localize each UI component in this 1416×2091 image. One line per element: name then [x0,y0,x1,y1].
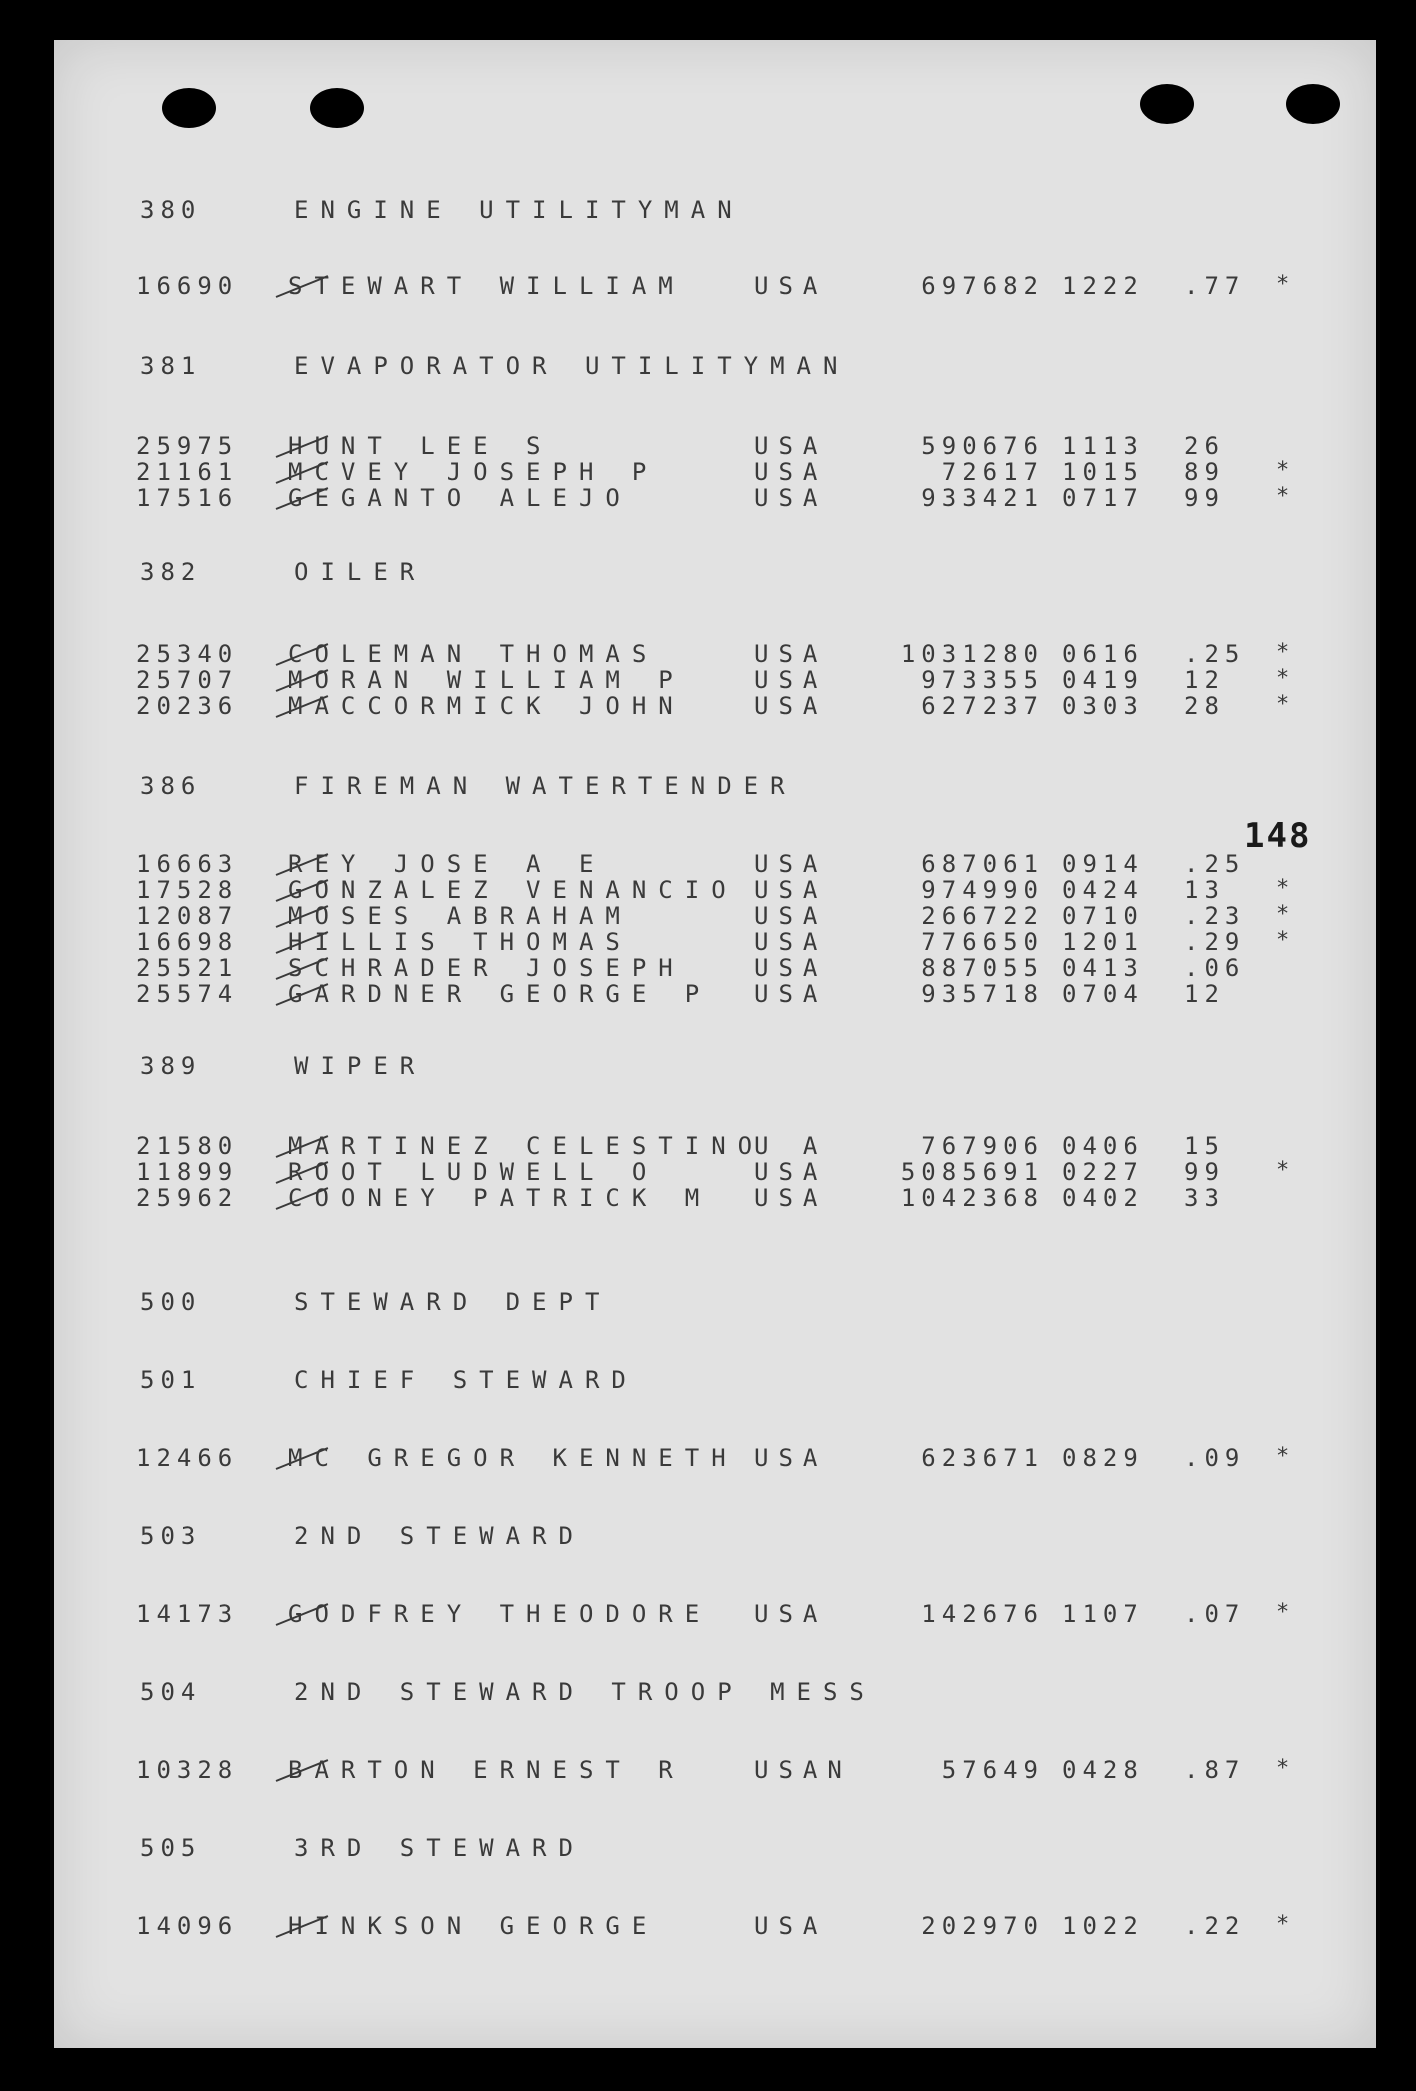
crew-value: .77 [1184,272,1246,300]
crew-value: 12 [1184,980,1225,1008]
crew-id: 10328 [136,1756,239,1784]
crew-id: 17516 [136,484,239,512]
crew-nationality: USA [754,692,828,720]
crew-number: 687061 [921,850,1044,878]
crew-id: 25975 [136,432,239,460]
crew-name: MACCORMICK JOHN [288,692,685,720]
section-title: 2ND STEWARD [294,1522,585,1550]
crew-date: 1113 [1062,432,1144,460]
crew-nationality: USA [754,1600,828,1628]
section-header [54,352,1376,392]
crew-nationality: USA [754,1444,828,1472]
section-title: 3RD STEWARD [294,1834,585,1862]
crew-number: 1042368 [900,1184,1044,1212]
crew-value: .22 [1184,1912,1246,1940]
crew-date: 1107 [1062,1600,1144,1628]
crew-number: 935718 [921,980,1044,1008]
crew-row [54,980,1376,1020]
crew-value: .09 [1184,1444,1246,1472]
asterisk-mark: * [1276,902,1290,927]
section-header [54,196,1376,236]
section-header [54,1522,1376,1562]
crew-name: GODFREY THEODORE [288,1600,712,1628]
section-title: 2ND STEWARD TROOP MESS [294,1678,876,1706]
section-code: 380 [140,196,202,224]
crew-name: SCHRADER JOSEPH [288,954,685,982]
crew-number: 5085691 [900,1158,1044,1186]
section-code: 386 [140,772,202,800]
crew-date: 1201 [1062,928,1144,956]
crew-name: MOSES ABRAHAM [288,902,632,930]
crew-id: 12466 [136,1444,239,1472]
crew-nationality: USA [754,850,828,878]
crew-value: 99 [1184,1158,1225,1186]
punch-hole [1286,84,1340,124]
crew-nationality: USAN [754,1756,852,1784]
crew-number: 974990 [921,876,1044,904]
crew-id: 17528 [136,876,239,904]
crew-number: 623671 [921,1444,1044,1472]
crew-nationality: USA [754,876,828,904]
crew-row [54,692,1376,732]
crew-name: ROOT LUDWELL O [288,1158,659,1186]
asterisk-mark: * [1276,1600,1290,1625]
crew-value: .23 [1184,902,1246,930]
crew-id: 16690 [136,272,239,300]
crew-id: 16698 [136,928,239,956]
crew-value: 26 [1184,432,1225,460]
crew-id: 25707 [136,666,239,694]
crew-number: 266722 [921,902,1044,930]
crew-number: 973355 [921,666,1044,694]
crew-date: 0717 [1062,484,1144,512]
crew-value: 28 [1184,692,1225,720]
crew-nationality: USA [754,928,828,956]
crew-name: MCVEY JOSEPH P [288,458,659,486]
section-header [54,558,1376,598]
crew-nationality: USA [754,640,828,668]
crew-nationality: USA [754,1158,828,1186]
crew-value: 13 [1184,876,1225,904]
section-header [54,1288,1376,1328]
asterisk-mark: * [1276,928,1290,953]
crew-name: GEGANTO ALEJO [288,484,632,512]
asterisk-mark: * [1276,458,1290,483]
section-code: 505 [140,1834,202,1862]
crew-nationality: USA [754,458,828,486]
crew-number: 202970 [921,1912,1044,1940]
crew-value: .25 [1184,850,1246,878]
crew-id: 14096 [136,1912,239,1940]
asterisk-mark: * [1276,484,1290,509]
crew-date: 0227 [1062,1158,1144,1186]
section-title: OILER [294,558,427,586]
crew-id: 25340 [136,640,239,668]
crew-name: MC GREGOR KENNETH [288,1444,738,1472]
crew-date: 0704 [1062,980,1144,1008]
crew-id: 16663 [136,850,239,878]
handwritten-page-number: 148 [1244,816,1312,856]
asterisk-mark: * [1276,666,1290,691]
crew-nationality: USA [754,432,828,460]
crew-id: 25574 [136,980,239,1008]
section-code: 381 [140,352,202,380]
crew-id: 20236 [136,692,239,720]
section-title: WIPER [294,1052,427,1080]
section-code: 500 [140,1288,202,1316]
crew-value: 89 [1184,458,1225,486]
crew-name: GONZALEZ VENANCIO [288,876,738,904]
section-code: 382 [140,558,202,586]
crew-value: 15 [1184,1132,1225,1160]
crew-value: .87 [1184,1756,1246,1784]
section-title: STEWARD DEPT [294,1288,612,1316]
crew-nationality: USA [754,666,828,694]
section-title: ENGINE UTILITYMAN [294,196,744,224]
crew-number: 887055 [921,954,1044,982]
crew-number: 697682 [921,272,1044,300]
asterisk-mark: * [1276,272,1290,297]
crew-number: 590676 [921,432,1044,460]
crew-id: 11899 [136,1158,239,1186]
crew-date: 0419 [1062,666,1144,694]
crew-name: BARTON ERNEST R [288,1756,685,1784]
punch-hole [1140,84,1194,124]
crew-value: 99 [1184,484,1225,512]
punch-hole [310,88,364,128]
crew-row [54,1444,1376,1484]
crew-id: 12087 [136,902,239,930]
crew-row [54,484,1376,524]
crew-name: MARTINEZ CELESTINO [288,1132,765,1160]
document-page [54,40,1376,2048]
crew-id: 21580 [136,1132,239,1160]
asterisk-mark: * [1276,1912,1290,1937]
crew-date: 1015 [1062,458,1144,486]
section-code: 503 [140,1522,202,1550]
asterisk-mark: * [1276,876,1290,901]
crew-date: 0616 [1062,640,1144,668]
crew-date: 0424 [1062,876,1144,904]
crew-name: STEWART WILLIAM [288,272,685,300]
crew-name: GARDNER GEORGE P [288,980,712,1008]
crew-name: MORAN WILLIAM P [288,666,685,694]
crew-name: HILLIS THOMAS [288,928,632,956]
crew-id: 21161 [136,458,239,486]
crew-value: .06 [1184,954,1246,982]
crew-date: 0413 [1062,954,1144,982]
asterisk-mark: * [1276,1158,1290,1183]
crew-row [54,1184,1376,1224]
section-header [54,1052,1376,1092]
crew-name: COLEMAN THOMAS [288,640,659,668]
section-code: 504 [140,1678,202,1706]
crew-nationality: USA [754,272,828,300]
crew-row [54,1912,1376,1952]
asterisk-mark: * [1276,1444,1290,1469]
crew-nationality: USA [754,1184,828,1212]
crew-value: 33 [1184,1184,1225,1212]
crew-name: REY JOSE A E [288,850,606,878]
crew-number: 627237 [921,692,1044,720]
crew-number: 1031280 [900,640,1044,668]
crew-number: 57649 [941,1756,1044,1784]
crew-value: .25 [1184,640,1246,668]
asterisk-mark: * [1276,692,1290,717]
section-title: FIREMAN WATERTENDER [294,772,797,800]
asterisk-mark: * [1276,1756,1290,1781]
crew-id: 14173 [136,1600,239,1628]
crew-date: 0402 [1062,1184,1144,1212]
section-header [54,1834,1376,1874]
crew-name: HUNT LEE S [288,432,553,460]
crew-date: 0710 [1062,902,1144,930]
crew-date: 0914 [1062,850,1144,878]
crew-date: 1022 [1062,1912,1144,1940]
crew-nationality: USA [754,484,828,512]
crew-value: .29 [1184,928,1246,956]
crew-date: 0303 [1062,692,1144,720]
crew-row [54,272,1376,312]
section-header [54,1366,1376,1406]
crew-name: COONEY PATRICK M [288,1184,712,1212]
crew-number: 933421 [921,484,1044,512]
crew-id: 25962 [136,1184,239,1212]
section-code: 501 [140,1366,202,1394]
crew-nationality: U A [754,1132,828,1160]
section-title: CHIEF STEWARD [294,1366,638,1394]
section-header [54,1678,1376,1718]
section-code: 389 [140,1052,202,1080]
crew-date: 0428 [1062,1756,1144,1784]
crew-number: 767906 [921,1132,1044,1160]
crew-nationality: USA [754,902,828,930]
section-title: EVAPORATOR UTILITYMAN [294,352,850,380]
punch-hole [162,88,216,128]
crew-row [54,1756,1376,1796]
crew-value: .07 [1184,1600,1246,1628]
crew-row [54,1600,1376,1640]
crew-name: HINKSON GEORGE [288,1912,659,1940]
crew-value: 12 [1184,666,1225,694]
crew-date: 0829 [1062,1444,1144,1472]
asterisk-mark: * [1276,640,1290,665]
crew-nationality: USA [754,954,828,982]
crew-number: 776650 [921,928,1044,956]
crew-nationality: USA [754,980,828,1008]
crew-number: 72617 [941,458,1044,486]
section-header [54,772,1376,812]
crew-date: 1222 [1062,272,1144,300]
crew-number: 142676 [921,1600,1044,1628]
crew-nationality: USA [754,1912,828,1940]
crew-date: 0406 [1062,1132,1144,1160]
crew-id: 25521 [136,954,239,982]
